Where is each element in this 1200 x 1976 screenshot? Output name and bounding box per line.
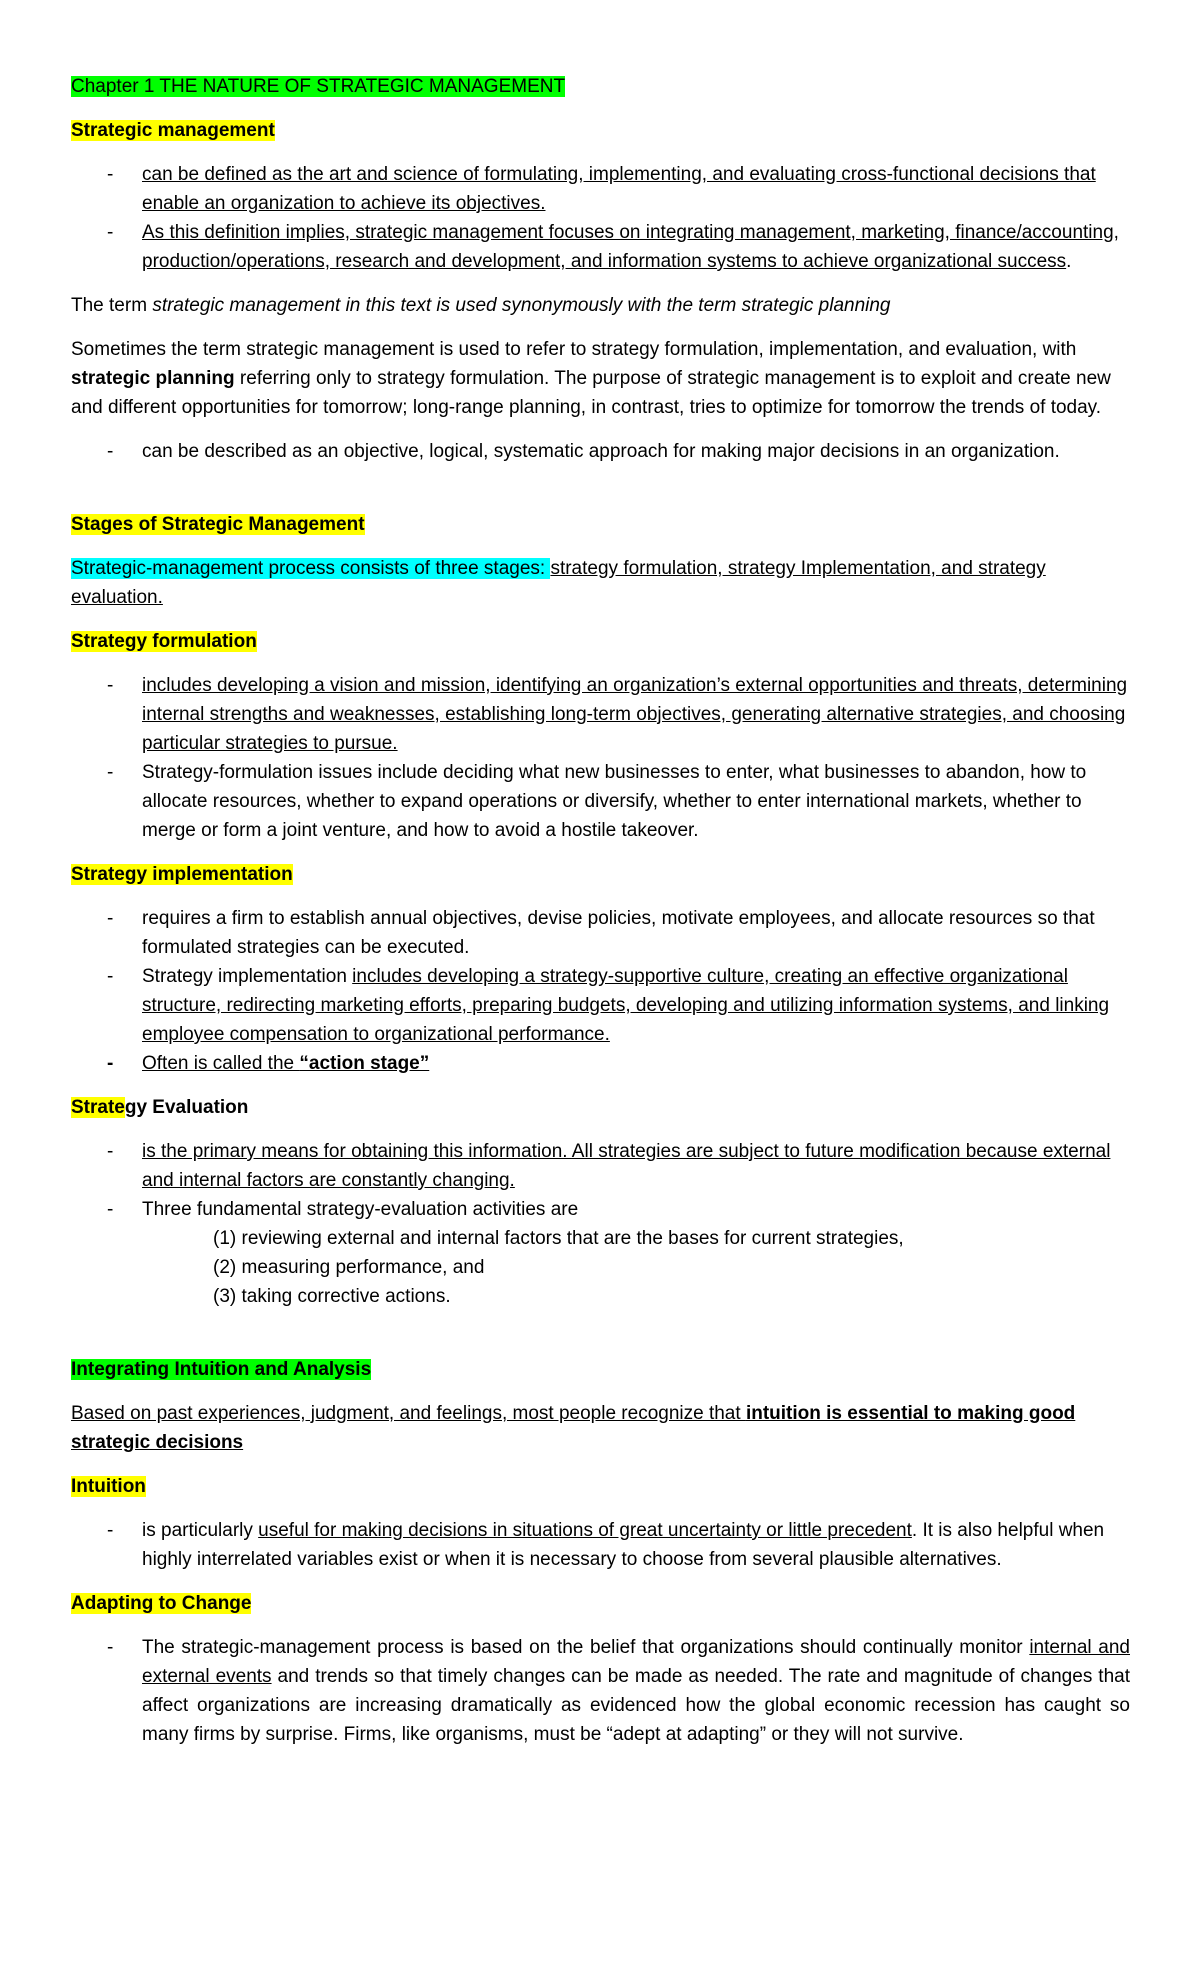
term-sentence: The term strategic management in this text is used synonymously with the term strategic planning bbox=[71, 295, 891, 316]
evaluation-heading: Strategy Evaluation bbox=[71, 1097, 249, 1118]
formulation-heading: Strategy formulation bbox=[71, 631, 257, 652]
list-item: - Often is called the “action stage” bbox=[71, 1049, 1130, 1078]
list-item: - Strategy-formulation issues include deciding what new businesses to enter, what businesses to abandon, how to allocate resources, whether to expand operations or diversify, whether to enter international markets, whether to merge or form a joint venture, and how to avoid a hostile takeover. bbox=[71, 758, 1130, 845]
activity-item: (1) reviewing external and internal factors that are the bases for current strategies, bbox=[213, 1228, 904, 1249]
list-item: - requires a firm to establish annual objectives, devise policies, motivate employees, and allocate resources so that formulated strategies can be executed. bbox=[71, 904, 1130, 962]
strategic-management-heading: Strategic management bbox=[71, 120, 275, 141]
evaluation-list bbox=[71, 1137, 1130, 1224]
list-item: - is the primary means for obtaining this information. All strategies are subject to future modification because external and internal factors are constantly changing. bbox=[71, 1137, 1130, 1195]
list-item: - Strategy implementation includes developing a strategy-supportive culture, creating an effective organizational structure, redirecting marketing efforts, preparing budgets, developing and utilizing information systems, and linking employee compensation to organizational performance. bbox=[71, 962, 1130, 1049]
implementation-heading: Strategy implementation bbox=[71, 864, 293, 885]
list-item: - includes developing a vision and mission, identifying an organization’s external opportunities and threats, determining internal strengths and weaknesses, establishing long-term objectives, generating alternative strategies, and choosing particular strategies to pursue. bbox=[71, 671, 1130, 758]
list-item: - The strategic-management process is based on the belief that organizations should continually monitor internal and external events and trends so that timely changes can be made as needed. The rate and magnitude of changes that affect organizations are increasing dramatically as evidenced how the global economic recession has caught so many firms by surprise. Firms, like organisms, must be “adept at adapting” or they will not survive. bbox=[71, 1633, 1130, 1749]
formulation-list bbox=[71, 671, 1130, 845]
activity-item: (3) taking corrective actions. bbox=[213, 1286, 451, 1307]
spacer bbox=[71, 481, 1130, 510]
strategic-management-list bbox=[71, 160, 1130, 276]
chapter-title-text: Chapter 1 THE NATURE OF STRATEGIC MANAGEMENT bbox=[71, 76, 566, 97]
list-item: - Three fundamental strategy-evaluation activities are bbox=[71, 1195, 1130, 1224]
evaluation-activities bbox=[71, 1224, 1130, 1311]
stages-heading: Stages of Strategic Management bbox=[71, 514, 365, 535]
intuition-list bbox=[71, 1516, 1130, 1574]
list-item: - is particularly useful for making decisions in situations of great uncertainty or little precedent. It is also helpful when highly interrelated variables exist or when it is necessary to choose from several plausible alternatives. bbox=[71, 1516, 1130, 1574]
activity-item: (2) measuring performance, and bbox=[213, 1257, 485, 1278]
chapter-title bbox=[71, 72, 1130, 101]
integrating-paragraph: Based on past experiences, judgment, and feelings, most people recognize that intuition is essential to making good strategic decisions bbox=[71, 1403, 1076, 1453]
list-item: - can be described as an objective, logical, systematic approach for making major decisions in an organization. bbox=[71, 437, 1130, 466]
list-item: - As this definition implies, strategic management focuses on integrating management, marketing, finance/accounting, production/operations, research and development, and information systems to achieve organizational success. bbox=[71, 218, 1130, 276]
implementation-list bbox=[71, 904, 1130, 1078]
spacer bbox=[71, 1311, 1130, 1355]
adapting-list bbox=[71, 1633, 1130, 1749]
integrating-heading: Integrating Intuition and Analysis bbox=[71, 1359, 372, 1380]
stages-intro: Strategic-management process consists of three stages: strategy formulation, strategy Implementation, and strategy evaluation. bbox=[71, 558, 1046, 608]
intuition-heading: Intuition bbox=[71, 1476, 146, 1497]
strategic-planning-paragraph: Sometimes the term strategic management is used to refer to strategy formulation, implementation, and evaluation, with strategic planning referring only to strategy formulation. The purpose of strategic management is to exploit and create new and different opportunities for tomorrow; long-range planning, in contrast, tries to optimize for tomorrow the trends of today. bbox=[71, 339, 1111, 418]
list-item: - can be defined as the art and science of formulating, implementing, and evaluating cross-functional decisions that enable an organization to achieve its objectives. bbox=[71, 160, 1130, 218]
strategic-management-list-2 bbox=[71, 437, 1130, 466]
adapting-heading: Adapting to Change bbox=[71, 1593, 252, 1614]
